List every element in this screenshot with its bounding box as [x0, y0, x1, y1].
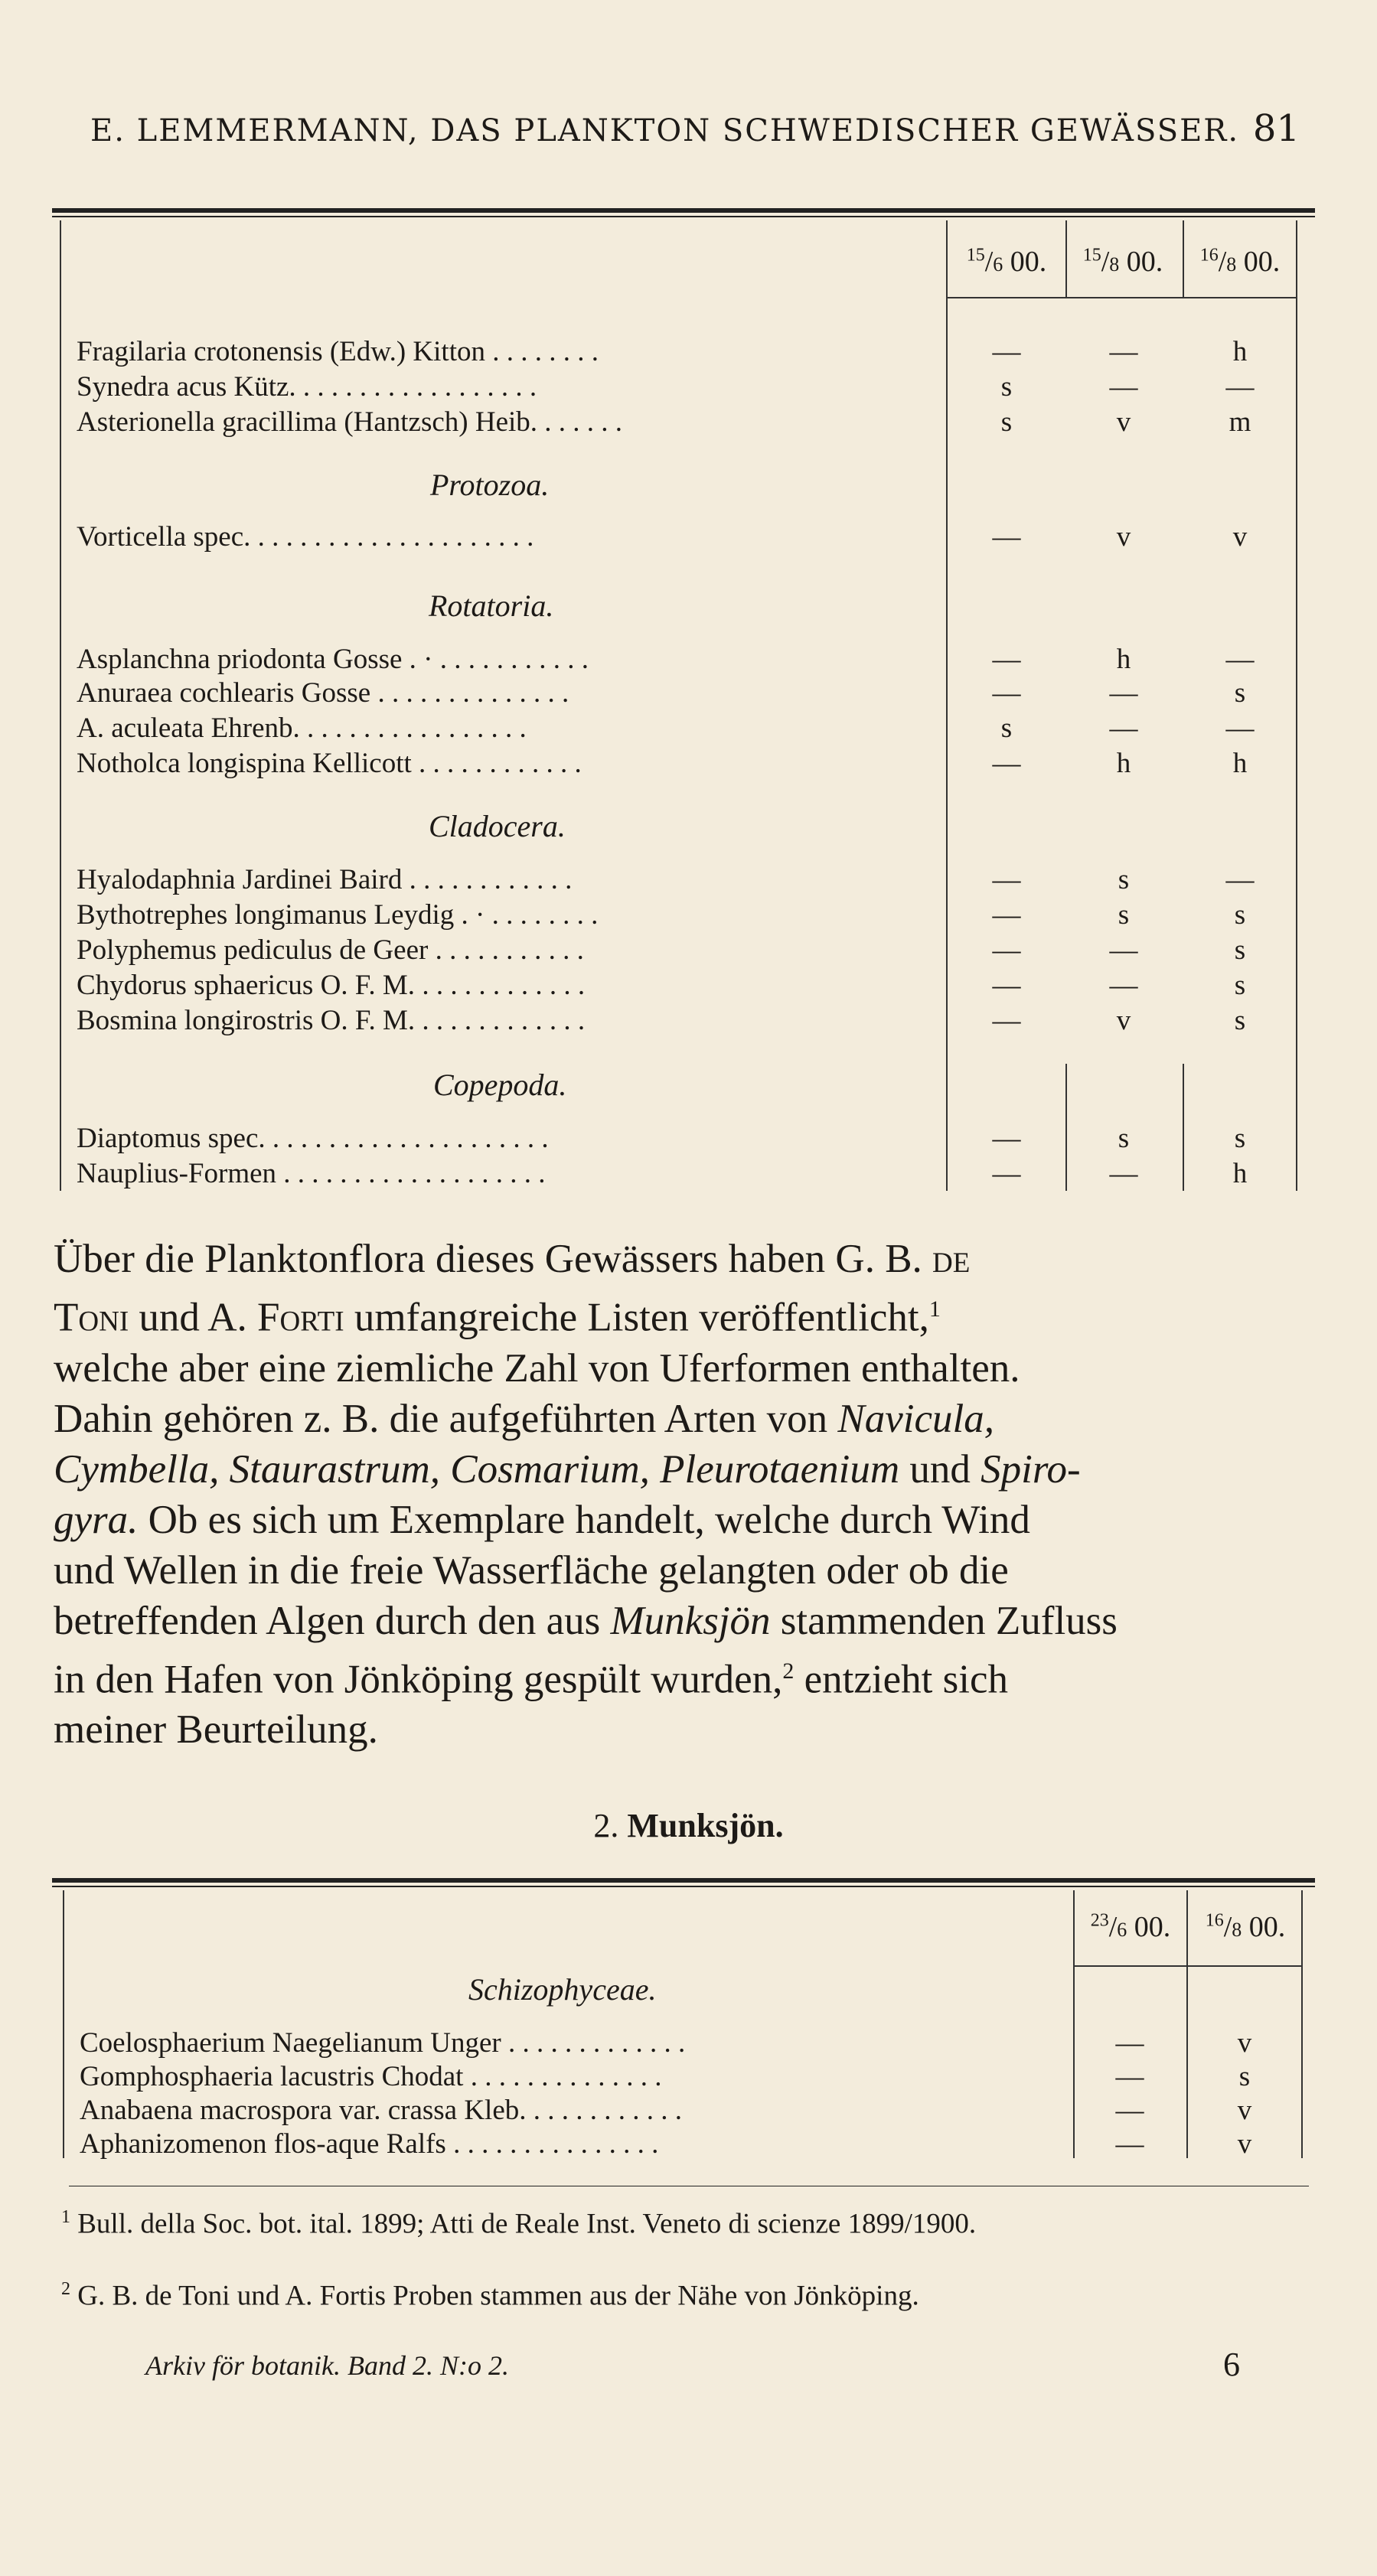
- signature-number: 6: [1223, 2346, 1240, 2383]
- abundance-cell: —: [992, 521, 1021, 553]
- species-name: Notholca longispina Kellicott . . . . . . . . . . . .: [77, 748, 582, 779]
- table1-col-3: $^{16}$/8 00.: [1199, 245, 1281, 278]
- abundance-cell: s: [1118, 1123, 1130, 1154]
- species-name: Coelosphaerium Naegelianum Unger . . . . . . . . . . . . .: [80, 2027, 686, 2059]
- table1-col-divider-3b: [1183, 1064, 1184, 1191]
- table1-group-heading: Cladocera.: [429, 809, 566, 843]
- table2-col-1: $^{23}$/6 00.: [1090, 1910, 1171, 1943]
- abundance-cell: —: [992, 677, 1021, 709]
- abundance-cell: —: [1225, 864, 1255, 895]
- abundance-cell: h: [1232, 336, 1248, 367]
- table1-group-heading: Rotatoria.: [429, 589, 554, 623]
- species-name: Synedra acus Kütz. . . . . . . . . . . . . . . . . .: [77, 371, 537, 403]
- table1-col-divider-2b: [1065, 1064, 1067, 1191]
- abundance-cell: v: [1237, 2027, 1252, 2059]
- table1-left-border: [60, 220, 61, 1191]
- abundance-cell: v: [1237, 2095, 1252, 2126]
- abundance-cell: —: [992, 1005, 1021, 1036]
- abundance-cell: m: [1229, 406, 1251, 438]
- table1-col-2: $^{15}$/8 00.: [1082, 245, 1163, 278]
- abundance-cell: h: [1232, 748, 1248, 779]
- table1-right-border: [1296, 220, 1297, 1191]
- species-name: Chydorus sphaericus O. F. M. . . . . . . . . . . . .: [77, 970, 586, 1001]
- abundance-cell: v: [1237, 2128, 1252, 2160]
- page-number: 81: [1252, 107, 1300, 150]
- abundance-cell: —: [1109, 970, 1138, 1001]
- table2-col-2: $^{16}$/8 00.: [1205, 1910, 1286, 1943]
- table1-top-rule-thin: [52, 216, 1315, 217]
- table1-header-rule: [946, 297, 1296, 298]
- table1-group-heading: Copepoda.: [433, 1068, 567, 1102]
- journal-line: Arkiv för botanik. Band 2. N:o 2.: [145, 2350, 509, 2381]
- abundance-cell: s: [1234, 970, 1246, 1001]
- abundance-cell: —: [992, 970, 1021, 1001]
- abundance-cell: —: [1225, 371, 1255, 403]
- abundance-cell: —: [992, 748, 1021, 779]
- table2-group-schizophyceae: Schizophyceae.: [468, 1972, 657, 2007]
- abundance-cell: s: [1000, 406, 1013, 438]
- species-name: Bosmina longirostris O. F. M. . . . . . . . . . . . .: [77, 1005, 586, 1036]
- species-name: Nauplius-Formen . . . . . . . . . . . . . . . . . . .: [77, 1158, 546, 1189]
- abundance-cell: s: [1234, 677, 1246, 709]
- abundance-cell: —: [992, 1123, 1021, 1154]
- species-name: Asterionella gracillima (Hantzsch) Heib. . . . . . .: [77, 406, 623, 438]
- species-name: Bythotrephes longimanus Leydig . · . . . . . . . .: [77, 899, 599, 931]
- species-name: A. aculeata Ehrenb. . . . . . . . . . . . . . . . .: [77, 712, 527, 744]
- abundance-cell: s: [1234, 899, 1246, 931]
- species-name: Hyalodaphnia Jardinei Baird . . . . . . . . . . . .: [77, 864, 573, 895]
- abundance-cell: —: [1115, 2061, 1144, 2092]
- abundance-cell: —: [1115, 2027, 1144, 2059]
- running-title: E. LEMMERMANN, DAS PLANKTON SCHWEDISCHER GEWÄSSER.: [90, 113, 1240, 148]
- body-paragraph: Über die Planktonflora dieses Gewässers haben G. B. de Toni und A. Forti umfangreiche Listen veröffentlicht,$^1$ welche aber eine ziemliche Zahl von Uferformen enthalten. Dahin gehören z. B. die aufgeführten Arten von Navicula, Cymbella, Staurastrum, Cosmarium, Pleurotaenium und Spiro- gyra. Ob es sich um Exemplare handelt, welche durch Wind und Wellen in die freie Wasserfläche gelangten oder ob die betreffenden Algen durch den aus Munksjön stammenden Zufluss in den Hafen von Jönköping gespült wurden,$^2$ entzieht sich meiner Beurteilung.: [54, 1237, 1118, 1753]
- abundance-cell: s: [1118, 899, 1130, 931]
- species-name: Fragilaria crotonensis (Edw.) Kitton . . . . . . . .: [77, 336, 599, 367]
- abundance-cell: s: [1118, 864, 1130, 895]
- species-name: Gomphosphaeria lacustris Chodat . . . . . . . . . . . . . .: [80, 2061, 662, 2092]
- abundance-cell: —: [1109, 336, 1138, 367]
- page-footer: [145, 2346, 1240, 2383]
- abundance-cell: v: [1232, 521, 1248, 553]
- species-name: Aphanizomenon flos-aque Ralfs . . . . . . . . . . . . . . .: [80, 2128, 659, 2160]
- species-name: Polyphemus pediculus de Geer . . . . . . . . . . .: [77, 934, 584, 966]
- abundance-cell: —: [1109, 371, 1138, 403]
- abundance-cell: v: [1116, 1005, 1131, 1036]
- abundance-cell: —: [992, 336, 1021, 367]
- abundance-cell: —: [1109, 934, 1138, 966]
- table2-top-rule-thin: [52, 1886, 1315, 1887]
- abundance-cell: —: [992, 899, 1021, 931]
- section-title: 2. Munksjön.: [593, 1807, 784, 1844]
- abundance-cell: s: [1234, 934, 1246, 966]
- abundance-cell: —: [1109, 712, 1138, 744]
- abundance-cell: s: [1234, 1123, 1246, 1154]
- abundance-cell: —: [1225, 644, 1255, 675]
- abundance-cell: —: [1115, 2095, 1144, 2126]
- footnote-1: $^1$ Bull. della Soc. bot. ital. 1899; Atti de Reale Inst. Veneto di scienze 1899/1900.: [61, 2207, 977, 2240]
- abundance-cell: h: [1116, 644, 1131, 675]
- abundance-cell: v: [1116, 521, 1131, 553]
- table1-top-rule: [52, 208, 1315, 213]
- abundance-cell: s: [1000, 371, 1013, 403]
- abundance-cell: s: [1238, 2061, 1251, 2092]
- abundance-cell: —: [1115, 2128, 1144, 2160]
- abundance-cell: s: [1234, 1005, 1246, 1036]
- abundance-cell: —: [992, 644, 1021, 675]
- abundance-cell: s: [1000, 712, 1013, 744]
- table2-left-border: [63, 1890, 64, 2158]
- abundance-cell: h: [1116, 748, 1131, 779]
- table2-header-rule: [1073, 1965, 1301, 1967]
- species-name: Vorticella spec. . . . . . . . . . . . . . . . . . . . .: [77, 521, 534, 553]
- table1-col-1: $^{15}$/6 00.: [966, 245, 1047, 278]
- abundance-cell: —: [992, 934, 1021, 966]
- table1-col-divider-1: [946, 220, 948, 1191]
- species-name: Anabaena macrospora var. crassa Kleb. . . . . . . . . . . .: [80, 2095, 683, 2126]
- abundance-cell: —: [1109, 1158, 1138, 1189]
- species-name: Diaptomus spec. . . . . . . . . . . . . . . . . . . . .: [77, 1123, 549, 1154]
- abundance-cell: v: [1116, 406, 1131, 438]
- species-name: Anuraea cochlearis Gosse . . . . . . . . . . . . . .: [77, 677, 569, 709]
- species-name: Asplanchna priodonta Gosse . · . . . . . . . . . . .: [77, 644, 589, 675]
- abundance-cell: h: [1232, 1158, 1248, 1189]
- running-head: [90, 107, 1300, 150]
- footnote-2: $^2$ G. B. de Toni und A. Fortis Proben stammen aus der Nähe von Jönköping.: [61, 2279, 919, 2312]
- table1-group-heading: Protozoa.: [430, 468, 550, 502]
- abundance-cell: —: [1225, 712, 1255, 744]
- abundance-cell: —: [992, 1158, 1021, 1189]
- abundance-cell: —: [1109, 677, 1138, 709]
- abundance-cell: —: [992, 864, 1021, 895]
- table2-top-rule: [52, 1878, 1315, 1883]
